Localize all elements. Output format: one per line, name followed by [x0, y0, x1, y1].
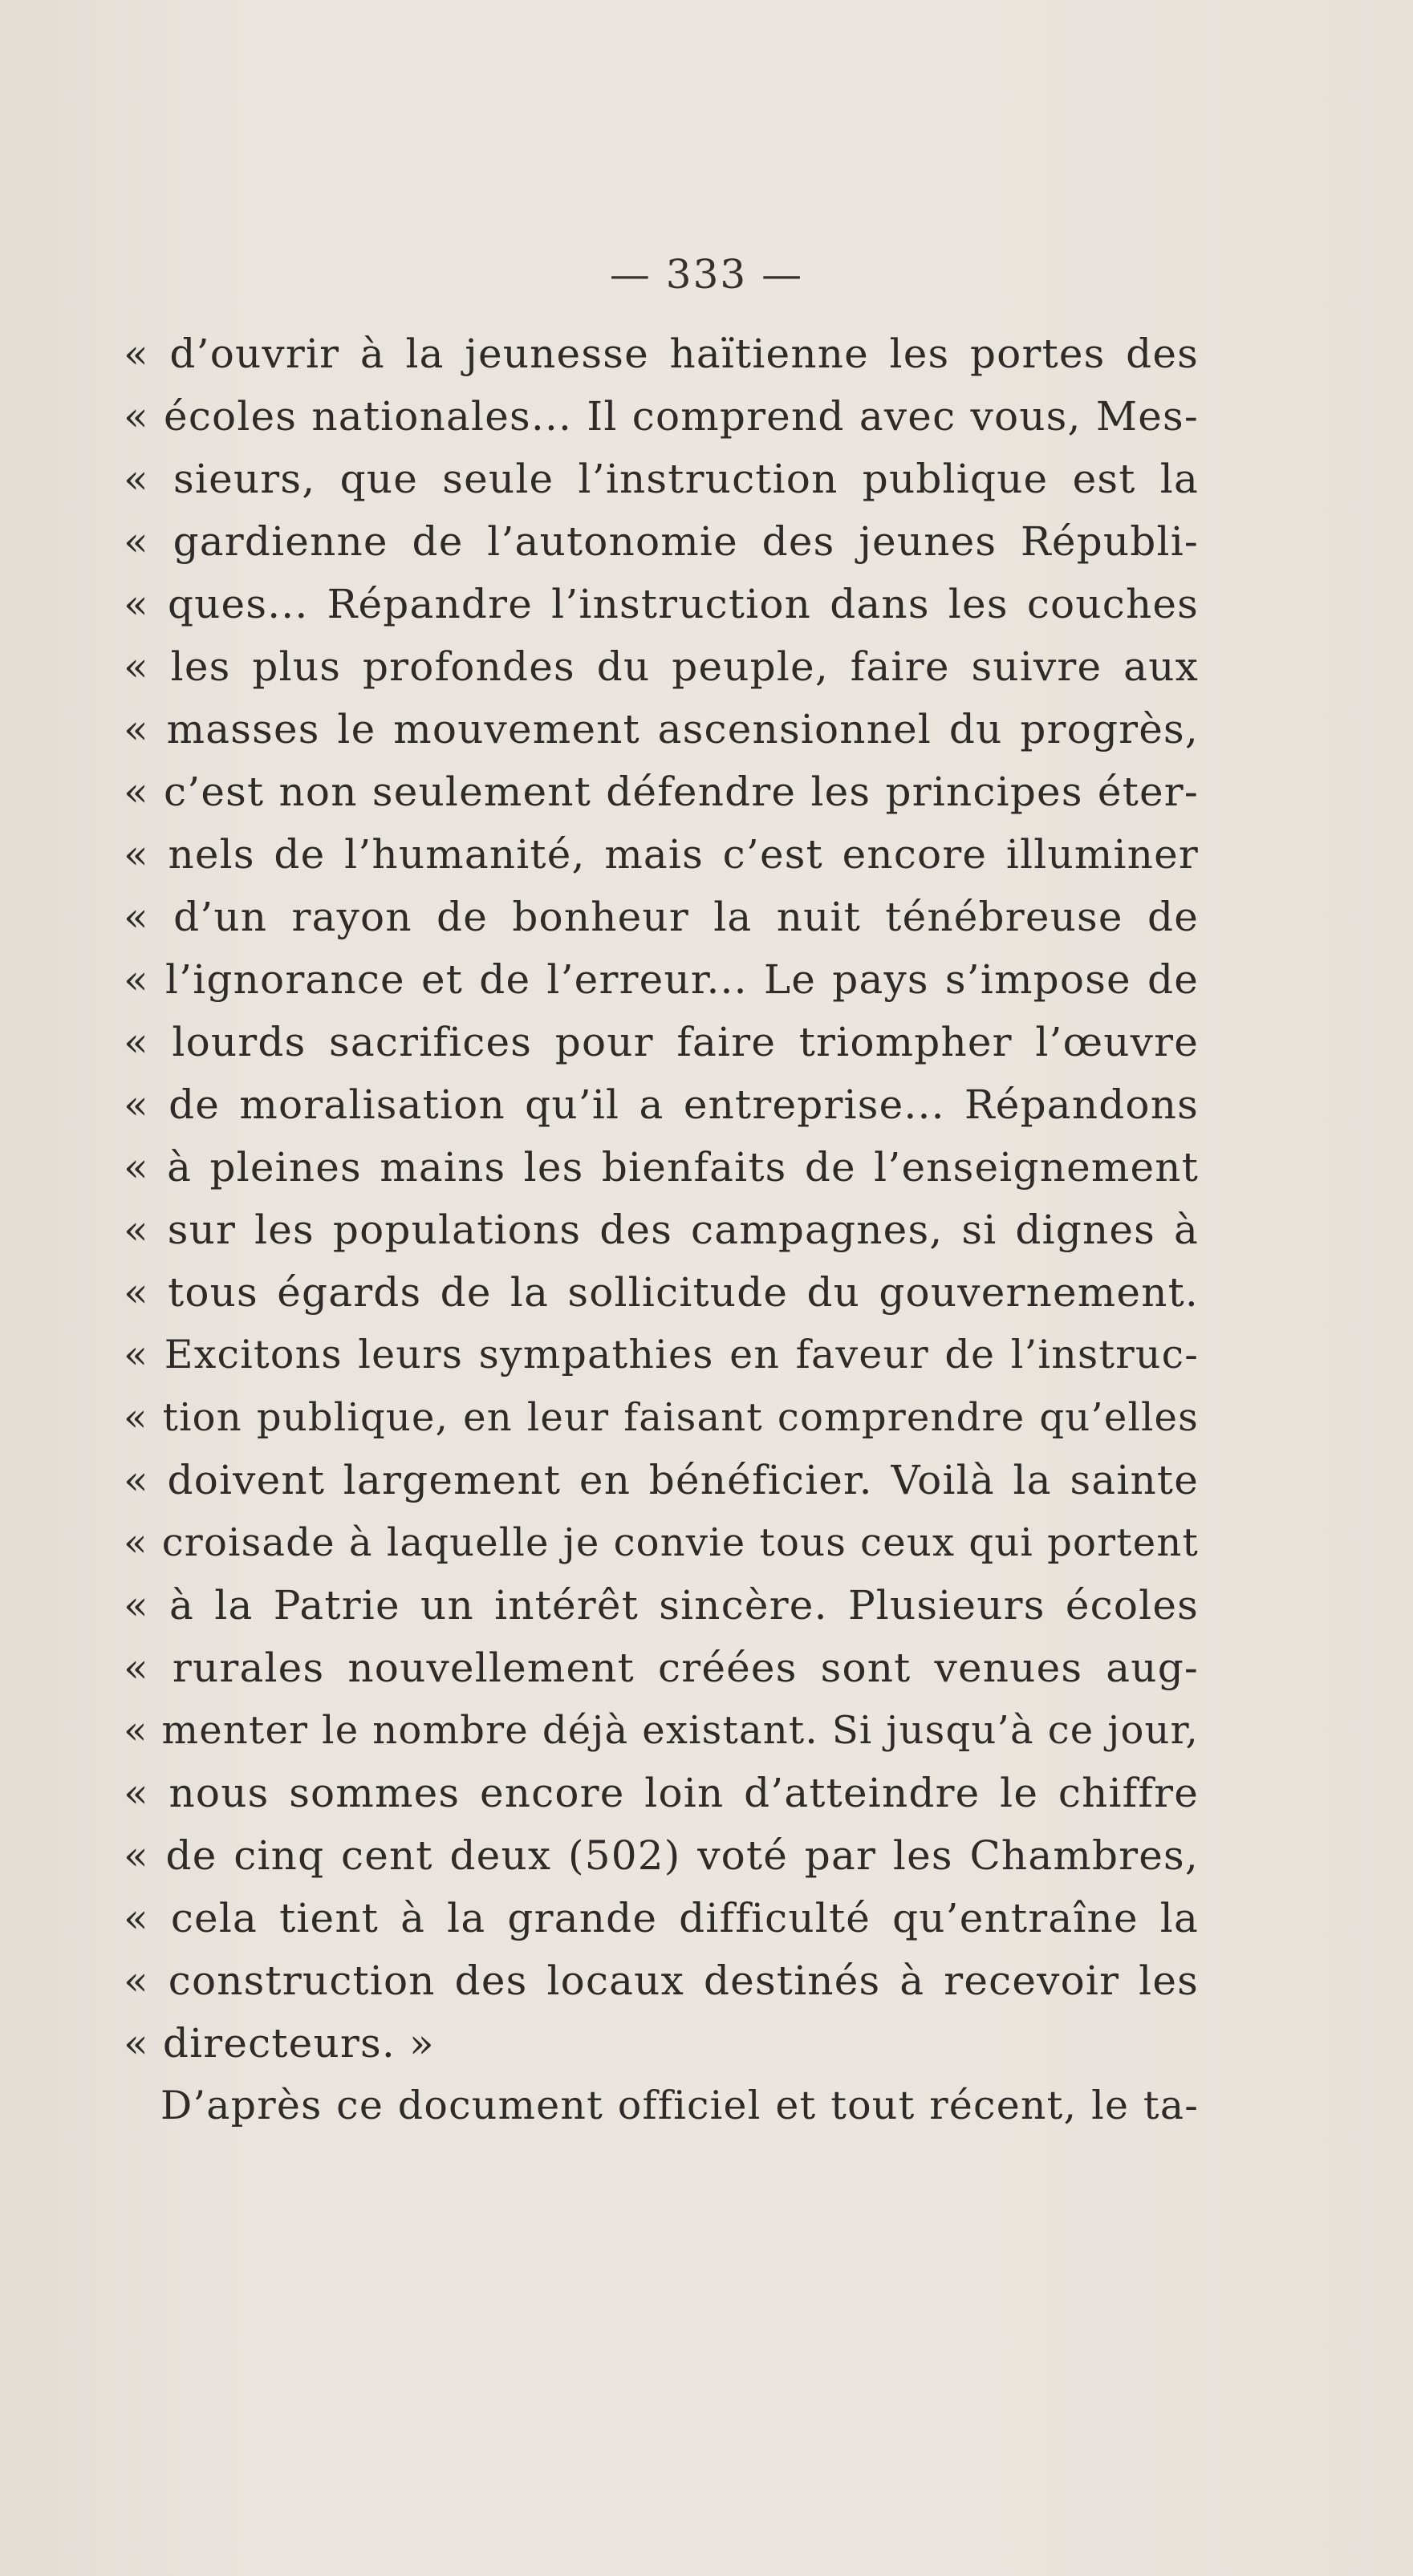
text-line: « de moralisation qu’il a entreprise... Répandons [124, 1081, 1199, 1128]
text-line: « doivent largement en bénéficier. Voilà la sainte [124, 1457, 1199, 1503]
text-line: « à la Patrie un intérêt sincère. Plusieurs écoles [124, 1582, 1199, 1629]
text-line: « construction des locaux destinés à recevoir les [124, 1957, 1199, 2004]
text-line: « d’ouvrir à la jeunesse haïtienne les portes des [124, 331, 1199, 377]
text-line: « l’ignorance et de l’erreur... Le pays s’impose de [124, 956, 1199, 1003]
text-line: « sieurs, que seule l’instruction publique est la [124, 456, 1199, 502]
page-number: — 333 — [609, 251, 804, 298]
text-line: « les plus profondes du peuple, faire suivre aux [124, 643, 1199, 690]
text-line: « de cinq cent deux (502) voté par les Chambres, [124, 1832, 1199, 1879]
text-line: « Excitons leurs sympathies en faveur de l’instruc- [124, 1332, 1199, 1377]
text-line: « écoles nationales... Il comprend avec vous, Mes- [124, 393, 1199, 440]
text-line: « menter le nombre déjà existant. Si jusqu’à ce jour, [124, 1708, 1199, 1753]
text-line: « ques... Répandre l’instruction dans les couches [124, 581, 1199, 627]
text-line: « cela tient à la grande difficulté qu’entraîne la [124, 1895, 1199, 1941]
text-line: « lourds sacrifices pour faire triompher l’œuvre [124, 1019, 1199, 1065]
text-line: « masses le mouvement ascensionnel du progrès, [124, 706, 1199, 753]
text-line: « nous sommes encore loin d’atteindre le chiffre [124, 1770, 1199, 1816]
paragraph-first-line: D’après ce document officiel et tout récent, le ta- [160, 2083, 1199, 2128]
text-line: « gardienne de l’autonomie des jeunes Républi- [124, 518, 1199, 565]
text-line: « rurales nouvellement créées sont venues aug- [124, 1645, 1199, 1691]
text-line: « à pleines mains les bienfaits de l’enseignement [124, 1144, 1199, 1191]
text-line: « c’est non seulement défendre les principes éter- [124, 769, 1199, 815]
body-text [124, 323, 1199, 2137]
text-line: « croisade à laquelle je convie tous ceux qui portent [124, 1520, 1199, 1565]
text-line: « nels de l’humanité, mais c’est encore illuminer [124, 831, 1199, 878]
text-line: « d’un rayon de bonheur la nuit ténébreuse de [124, 894, 1199, 940]
text-line: « tion publique, en leur faisant comprendre qu’elles [124, 1395, 1199, 1440]
text-line: « directeurs. » [124, 2020, 435, 2067]
text-line: « tous égards de la sollicitude du gouvernement. [124, 1269, 1199, 1316]
text-line: « sur les populations des campagnes, si dignes à [124, 1207, 1199, 1253]
